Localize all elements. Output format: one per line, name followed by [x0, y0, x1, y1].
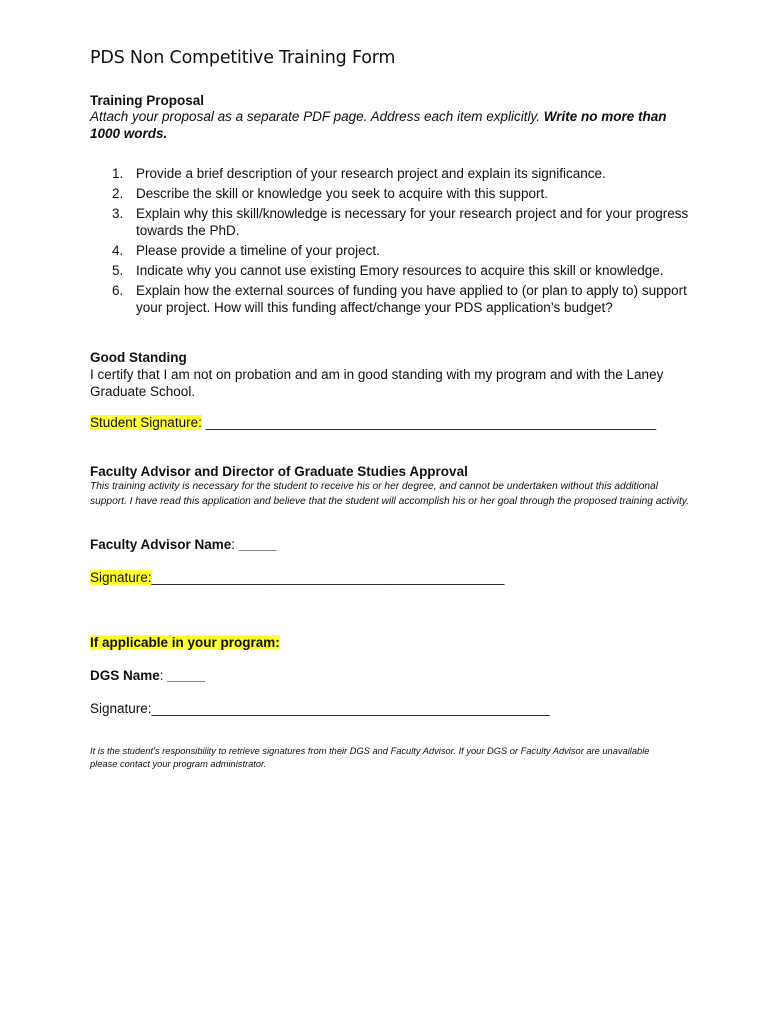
page-title: PDS Non Competitive Training Form	[90, 48, 396, 68]
faculty-signature-field[interactable]: _______________________________________________	[151, 570, 505, 585]
dgs-signature-field[interactable]: _____________________________________________________	[151, 701, 550, 716]
dgs-signature-label: Signature:	[90, 701, 152, 716]
if-applicable-label: If applicable in your program:	[90, 635, 280, 650]
list-item	[90, 205, 690, 239]
good-standing-text: I certify that I am not on probation and am in good standing with my program and with the Laney Graduate School.	[90, 367, 664, 399]
list-item	[90, 242, 690, 259]
footer-note: It is the student’s responsibility to retrieve signatures from their DGS and Faculty Advisor. If your DGS or Faculty Advisor are unavailable please contact your program administrator.	[90, 746, 650, 769]
dgs-name-colon: :	[159, 668, 164, 683]
list-item-text: Indicate why you cannot use existing Emory resources to acquire this skill or knowledge.	[136, 263, 664, 278]
list-item-text: Please provide a timeline of your project.	[136, 243, 380, 258]
student-signature-field[interactable]: ____________________________________________________________	[201, 415, 657, 430]
faculty-approval-text: This training activity is necessary for the student to receive his or her degree, and cannot be undertaken without this additional support. I have read this application and believe that the student will accomplish his or her goal through the proposed training activity.	[90, 481, 689, 507]
student-signature-row	[90, 415, 656, 430]
list-item-text: Explain how the external sources of funding you have applied to (or plan to apply to) support your project. How will this funding affect/change your PDS application’s budget?	[136, 283, 687, 315]
list-item	[90, 165, 690, 182]
student-signature-label: Student Signature:	[90, 415, 202, 430]
dgs-name-row	[90, 668, 205, 683]
list-item	[90, 282, 690, 316]
faculty-signature-row	[90, 570, 504, 585]
list-item-number: 6.	[112, 283, 124, 298]
dgs-signature-row	[90, 701, 549, 716]
proposal-items-list	[90, 165, 690, 319]
list-item	[90, 262, 690, 279]
list-item-text: Explain why this skill/knowledge is necessary for your research project and for your progress towards the PhD.	[136, 206, 689, 238]
intro-text: Attach your proposal as a separate PDF page. Address each item explicitly.	[90, 109, 544, 124]
list-item-number: 5.	[112, 263, 124, 278]
faculty-advisor-name-colon: :	[231, 537, 236, 552]
dgs-name-field[interactable]: _____	[163, 668, 205, 683]
list-item-number: 2.	[112, 186, 124, 201]
list-item	[90, 185, 690, 202]
list-item-number: 4.	[112, 243, 124, 258]
list-item-number: 3.	[112, 206, 124, 221]
list-item-number: 1.	[112, 166, 124, 181]
list-item-text: Describe the skill or knowledge you seek to acquire with this support.	[136, 186, 548, 201]
training-proposal-intro	[90, 109, 690, 142]
faculty-advisor-name-label: Faculty Advisor Name	[90, 537, 232, 552]
training-proposal-heading: Training Proposal	[90, 93, 205, 108]
good-standing-heading: Good Standing	[90, 350, 187, 365]
faculty-approval-heading: Faculty Advisor and Director of Graduate Studies Approval	[90, 464, 468, 479]
intro-word-limit: Write no more than 1000 words.	[90, 109, 667, 141]
faculty-advisor-name-field[interactable]: _____	[235, 537, 277, 552]
dgs-name-label: DGS Name	[90, 668, 160, 683]
list-item-text: Provide a brief description of your research project and explain its significance.	[136, 166, 606, 181]
faculty-advisor-name-row	[90, 537, 276, 552]
if-applicable-note	[90, 635, 280, 650]
faculty-signature-label: Signature:	[90, 570, 152, 585]
